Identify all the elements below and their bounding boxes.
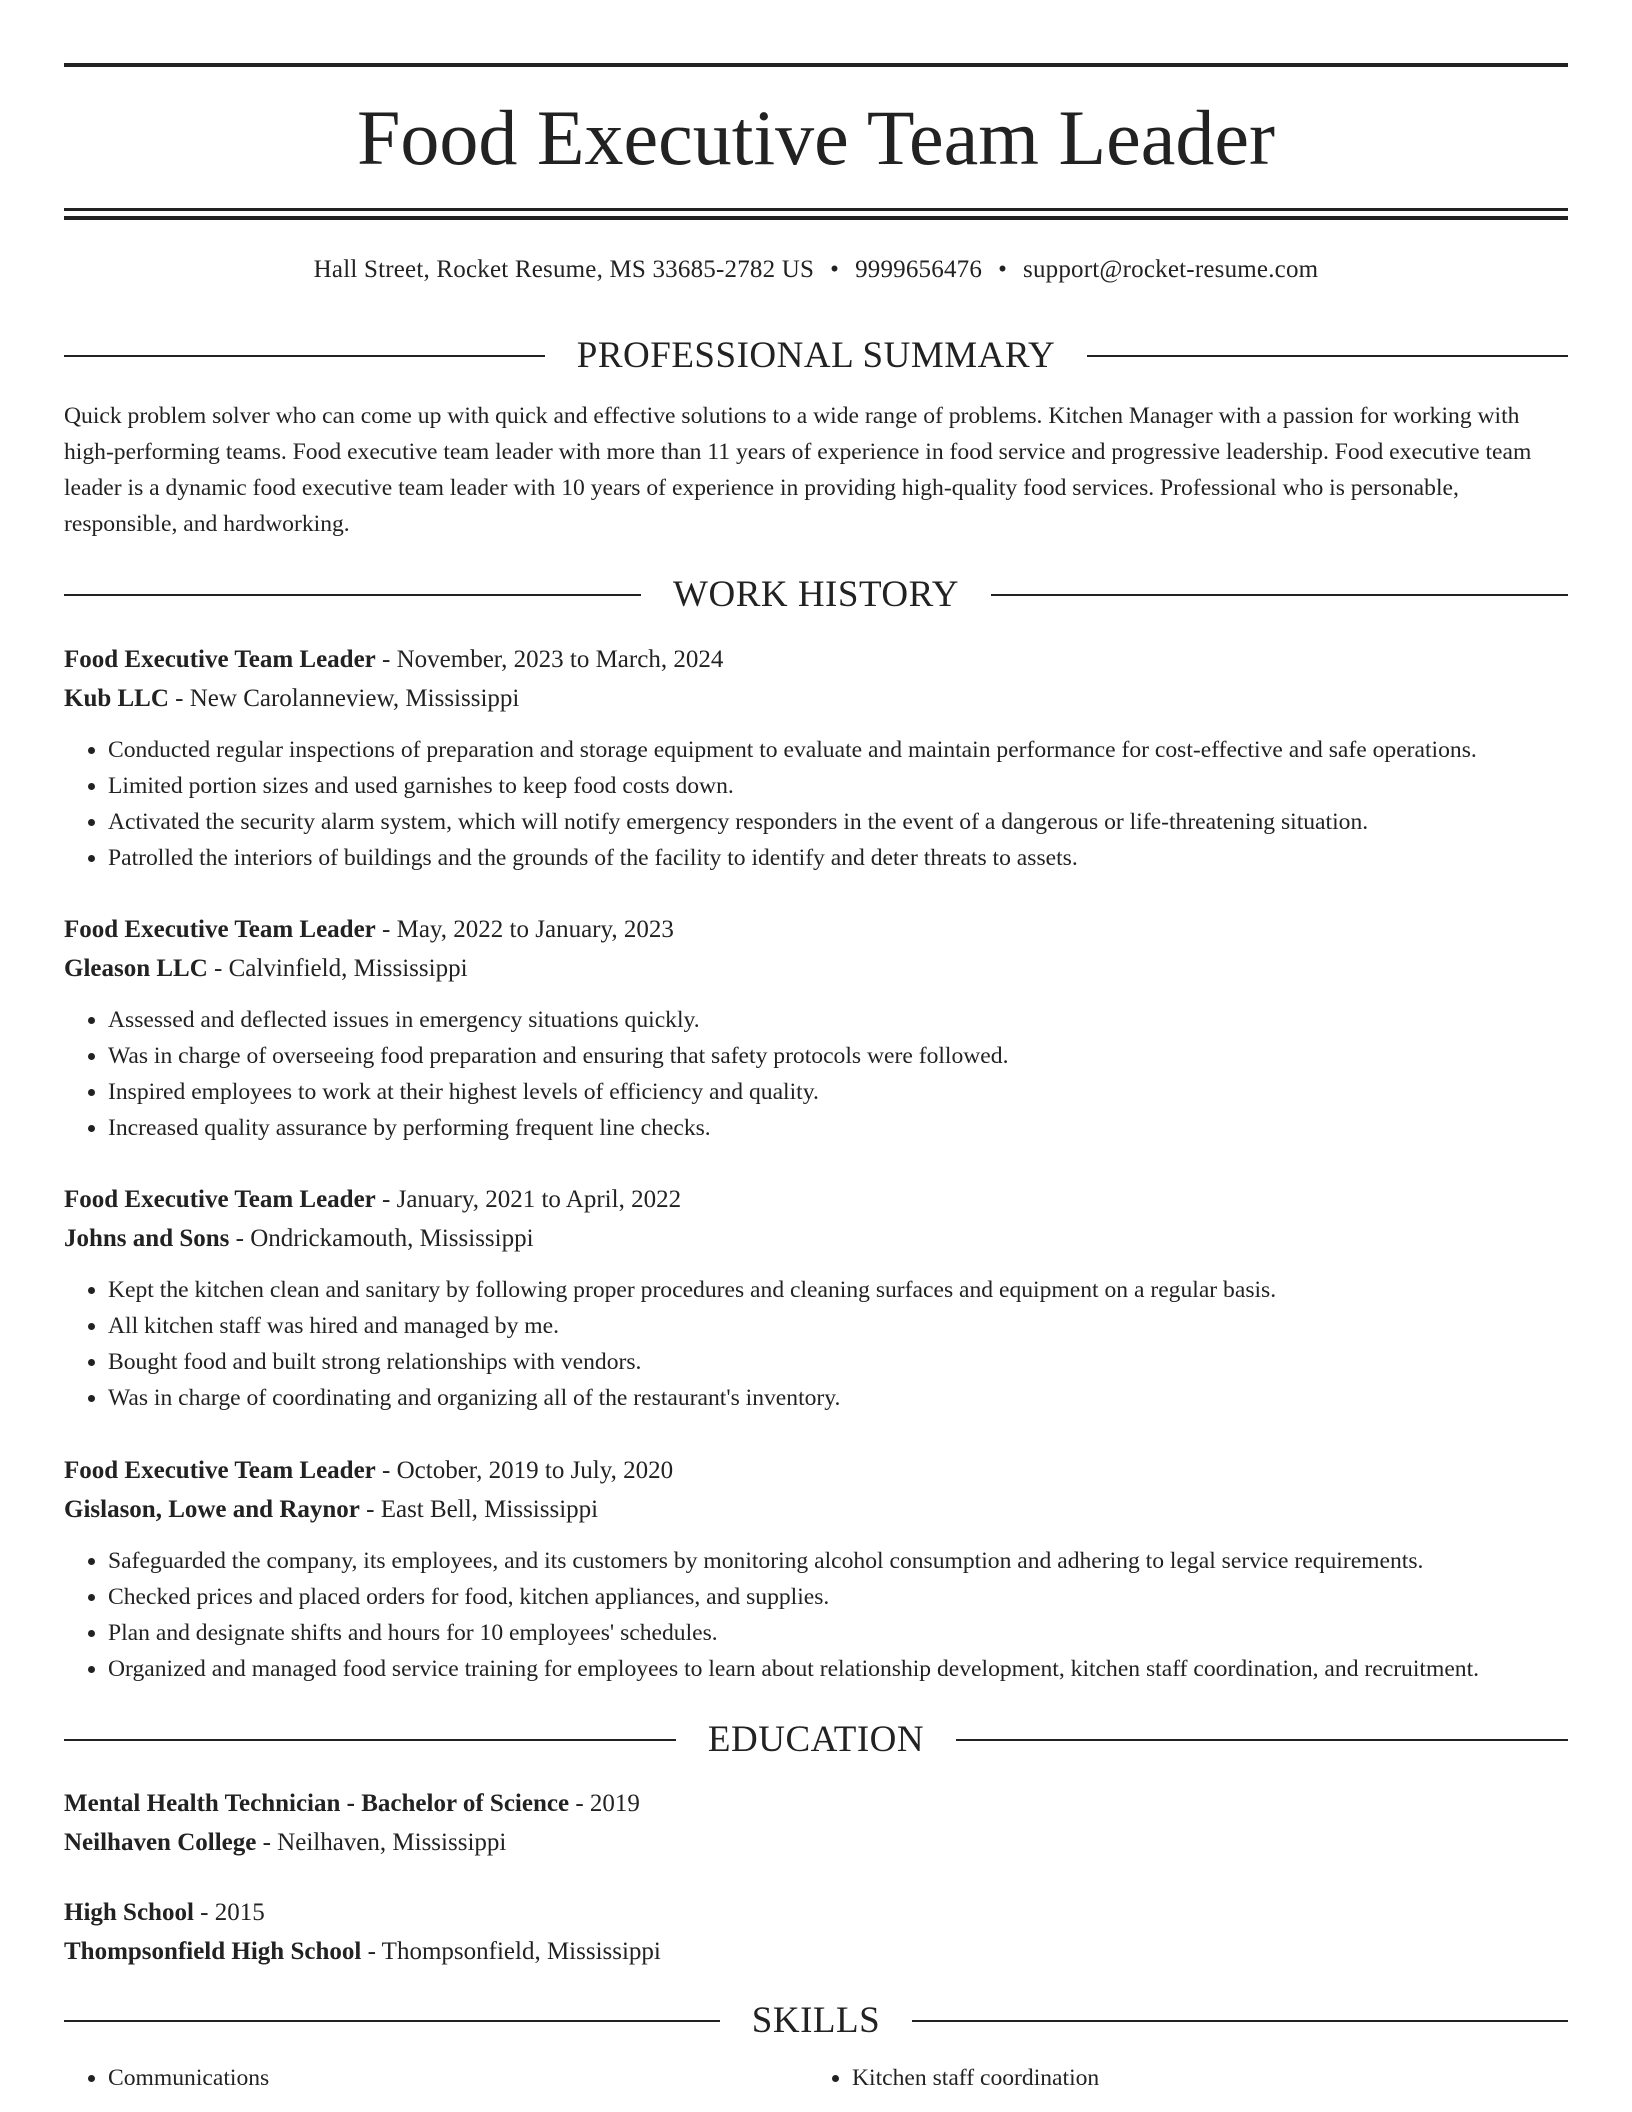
job-bullets	[64, 1002, 1568, 1146]
section-heading-skills	[64, 1999, 1568, 2043]
list-item: • Increased quality assurance by performing frequent line checks.	[108, 1110, 1568, 1146]
job-dates: - May, 2022 to January, 2023	[375, 916, 674, 943]
top-rule	[64, 63, 1568, 67]
job-dates: - October, 2019 to July, 2020	[375, 1457, 674, 1484]
job-entry	[64, 640, 1568, 876]
contact-address: Hall Street, Rocket Resume, MS 33685-2782 US	[313, 256, 815, 283]
job-company-line	[64, 949, 1568, 988]
list-item: • Checked prices and placed orders for food, kitchen appliances, and supplies.	[108, 1579, 1568, 1615]
job-company: Gislason, Lowe and Raynor	[64, 1496, 360, 1523]
contact-email: support@rocket-resume.com	[1023, 256, 1319, 283]
section-heading-education	[64, 1718, 1568, 1762]
education-school-line	[64, 1823, 1568, 1862]
education-entry	[64, 1893, 1568, 1971]
job-bullets	[64, 1272, 1568, 1416]
contact-phone: 9999656476	[855, 256, 983, 283]
education-school: Thompsonfield High School	[64, 1938, 362, 1965]
job-location: - New Carolanneview, Mississippi	[168, 685, 520, 712]
job-dates: - November, 2023 to March, 2024	[375, 646, 724, 673]
heading-rule	[912, 2020, 1568, 2022]
skills-column-right	[808, 2060, 1552, 2096]
section-heading-summary	[64, 334, 1568, 378]
education-degree-line	[64, 1784, 1568, 1823]
job-location: - East Bell, Mississippi	[359, 1496, 599, 1523]
section-heading-work-history	[64, 573, 1568, 617]
skills-column-left	[64, 2060, 808, 2096]
list-item: • All kitchen staff was hired and managed by me.	[108, 1308, 1568, 1344]
job-title: Food Executive Team Leader	[64, 916, 376, 943]
section-title: SKILLS	[751, 2000, 881, 2041]
job-title: Food Executive Team Leader	[64, 646, 376, 673]
list-item: • Conducted regular inspections of preparation and storage equipment to evaluate and maintain performance for cost-effective and safe operations.	[108, 732, 1568, 768]
education-school-line	[64, 1932, 1568, 1971]
job-bullets	[64, 732, 1568, 876]
list-item: • Communications	[108, 2060, 808, 2096]
job-title-line	[64, 640, 1568, 679]
job-title-line	[64, 910, 1568, 949]
job-title-line	[64, 1180, 1568, 1219]
section-title: EDUCATION	[707, 1719, 925, 1760]
list-item: • Assessed and deflected issues in emergency situations quickly.	[108, 1002, 1568, 1038]
heading-rule	[991, 594, 1568, 596]
job-company: Kub LLC	[64, 685, 169, 712]
contact-line	[64, 252, 1568, 288]
skills-list	[64, 2060, 1568, 2096]
education-year: - 2015	[193, 1899, 265, 1926]
section-title: PROFESSIONAL SUMMARY	[576, 335, 1056, 376]
title-rule-lower	[64, 216, 1568, 220]
heading-rule	[64, 594, 641, 596]
job-company: Gleason LLC	[64, 955, 208, 982]
list-item: • Plan and designate shifts and hours for 10 employees' schedules.	[108, 1615, 1568, 1651]
resume-title: Food Executive Team Leader	[357, 94, 1275, 181]
job-company: Johns and Sons	[64, 1225, 230, 1252]
heading-rule	[956, 1739, 1568, 1741]
job-bullets	[64, 1543, 1568, 1687]
education-school: Neilhaven College	[64, 1829, 257, 1856]
job-company-line	[64, 679, 1568, 718]
job-entry	[64, 910, 1568, 1146]
job-entry	[64, 1180, 1568, 1416]
list-item: • Kitchen staff coordination	[852, 2060, 1552, 2096]
list-item: • Activated the security alarm system, which will notify emergency responders in the event of a dangerous or life-threatening situation.	[108, 804, 1568, 840]
heading-rule	[64, 1739, 676, 1741]
list-item: • Kept the kitchen clean and sanitary by following proper procedures and cleaning surfaces and equipment on a regular basis.	[108, 1272, 1568, 1308]
job-title: Food Executive Team Leader	[64, 1186, 376, 1213]
heading-rule	[64, 355, 545, 357]
job-title: Food Executive Team Leader	[64, 1457, 376, 1484]
job-dates: - January, 2021 to April, 2022	[375, 1186, 682, 1213]
summary-paragraph: Quick problem solver who can come up with quick and effective solutions to a wide range of problems. Kitchen Manager with a passion for working with high-performing teams. Food executive team leader with more than 11 years of experience in food service and progressive leadership. Food executive team leader is a dynamic food executive team leader with 10 years of experience in providing high-quality food services. Professional who is personable, responsible, and hardworking.	[64, 403, 1532, 537]
list-item: • Safeguarded the company, its employees, and its customers by monitoring alcohol consumption and adhering to legal service requirements.	[108, 1543, 1568, 1579]
education-degree-line	[64, 1893, 1568, 1932]
title-rule-upper	[64, 208, 1568, 211]
contact-separator: •	[830, 256, 840, 283]
job-company-line	[64, 1490, 1568, 1529]
list-item: • Was in charge of coordinating and organizing all of the restaurant's inventory.	[108, 1380, 1568, 1416]
list-item: • Organized and managed food service training for employees to learn about relationship development, kitchen staff coordination, and recruitment.	[108, 1651, 1568, 1687]
job-company-line	[64, 1219, 1568, 1258]
education-degree: High School	[64, 1899, 194, 1926]
list-item: • Patrolled the interiors of buildings and the grounds of the facility to identify and deter threats to assets.	[108, 840, 1568, 876]
job-title-line	[64, 1451, 1568, 1490]
section-title: WORK HISTORY	[673, 574, 959, 615]
heading-rule	[1087, 355, 1568, 357]
education-location: - Neilhaven, Mississippi	[256, 1829, 507, 1856]
list-item: • Bought food and built strong relationships with vendors.	[108, 1344, 1568, 1380]
job-location: - Ondrickamouth, Mississippi	[229, 1225, 534, 1252]
list-item: • Was in charge of overseeing food preparation and ensuring that safety protocols were followed.	[108, 1038, 1568, 1074]
education-year: - 2019	[569, 1790, 640, 1817]
job-entry	[64, 1451, 1568, 1687]
education-location: - Thompsonfield, Mississippi	[361, 1938, 661, 1965]
education-entry	[64, 1784, 1568, 1862]
list-item: • Limited portion sizes and used garnishes to keep food costs down.	[108, 768, 1568, 804]
contact-separator: •	[998, 256, 1008, 283]
education-degree: Mental Health Technician - Bachelor of Science	[64, 1790, 570, 1817]
list-item: • Inspired employees to work at their highest levels of efficiency and quality.	[108, 1074, 1568, 1110]
job-location: - Calvinfield, Mississippi	[207, 955, 468, 982]
heading-rule	[64, 2020, 720, 2022]
